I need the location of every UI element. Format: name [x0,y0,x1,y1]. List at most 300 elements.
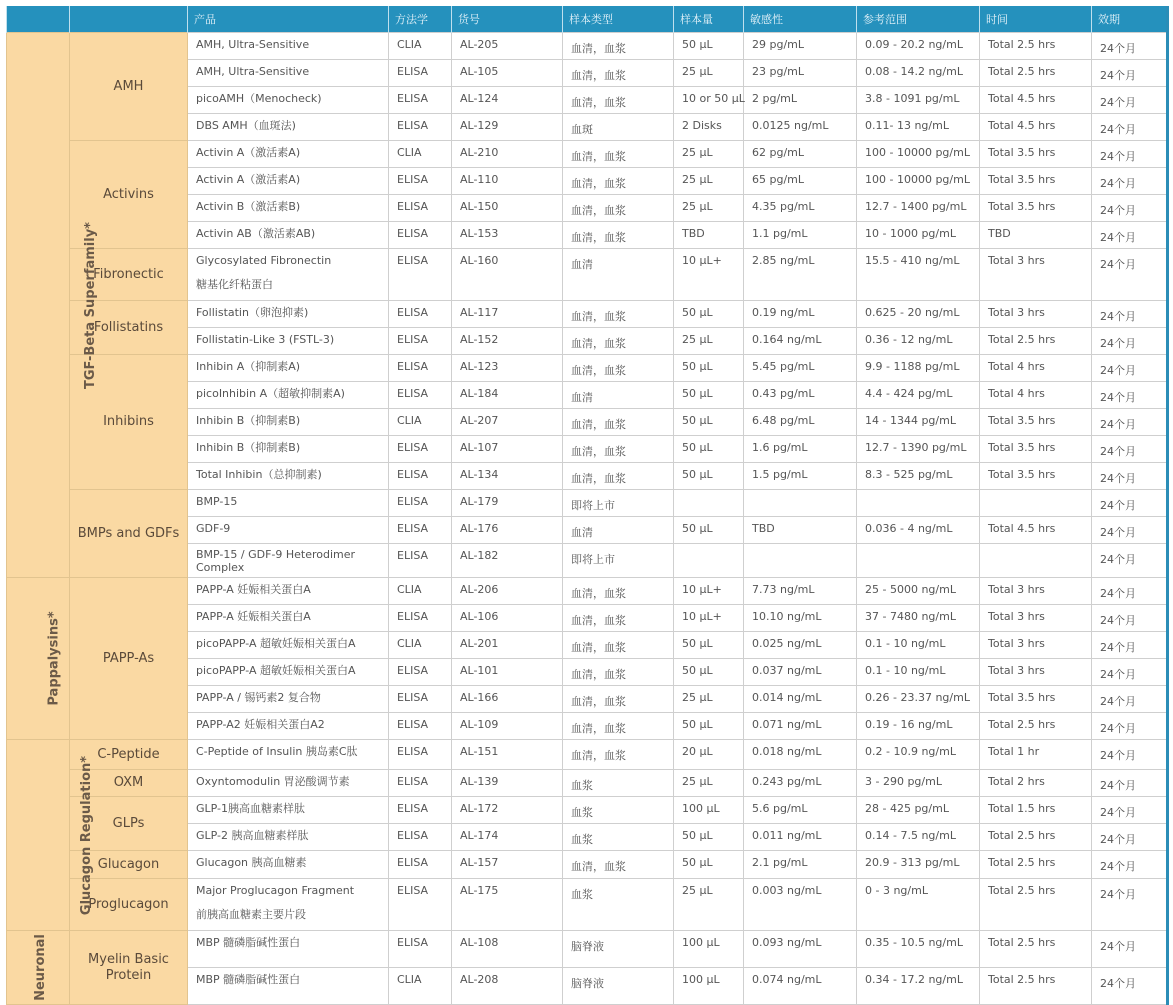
assay-time-cell: Total 4.5 hrs [980,87,1092,114]
product-cell: Activin AB（激活素AB) [188,222,389,249]
header-sample-type: 样本类型 [563,6,674,33]
catalog-number-cell: AL-172 [452,797,563,824]
subcategory-cell: GLPs [70,797,188,851]
method-cell: CLIA [389,33,452,60]
reference-range-cell: 0.1 - 10 ng/mL [857,632,980,659]
sensitivity-cell: 0.074 ng/mL [744,968,857,1005]
product-cell: picoPAPP-A 超敏妊娠相关蛋白A [188,632,389,659]
product-cell: Follistatin（卵泡抑素) [188,301,389,328]
sample-type-cell: 血清，血浆 [563,141,674,168]
sample-volume-cell: 25 µL [674,879,744,931]
method-cell: CLIA [389,632,452,659]
assay-time-cell: Total 2.5 hrs [980,33,1092,60]
reference-range-cell: 0.35 - 10.5 ng/mL [857,931,980,968]
subcategory-cell: Glucagon [70,851,188,879]
subcategory-cell: Activins [70,141,188,249]
method-cell: ELISA [389,249,452,301]
sensitivity-cell: 5.45 pg/mL [744,355,857,382]
method-cell: ELISA [389,517,452,544]
header-time: 时间 [980,6,1092,33]
sample-type-cell: 血浆 [563,770,674,797]
sample-type-cell: 血清，血浆 [563,605,674,632]
sample-volume-cell: 2 Disks [674,114,744,141]
product-cell: GLP-2 胰高血糖素样肽 [188,824,389,851]
sample-volume-cell: 25 µL [674,770,744,797]
expiry-cell: 24个月 [1092,490,1168,517]
sensitivity-cell: 2.85 ng/mL [744,249,857,301]
method-cell: ELISA [389,740,452,770]
reference-range-cell: 0.09 - 20.2 ng/mL [857,33,980,60]
sample-volume-cell: 25 µL [674,141,744,168]
header-expiry: 效期 [1092,6,1168,33]
sample-volume-cell: 50 µL [674,436,744,463]
sample-volume-cell [674,490,744,517]
sensitivity-cell: 62 pg/mL [744,141,857,168]
assay-time-cell: Total 4 hrs [980,355,1092,382]
catalog-number-cell: AL-129 [452,114,563,141]
sensitivity-cell: 5.6 pg/mL [744,797,857,824]
method-cell: ELISA [389,605,452,632]
expiry-cell: 24个月 [1092,968,1168,1005]
catalog-number-cell: AL-184 [452,382,563,409]
sensitivity-cell: TBD [744,517,857,544]
product-cell: AMH, Ultra-Sensitive [188,60,389,87]
table-row [7,879,1168,931]
method-cell: ELISA [389,659,452,686]
reference-range-cell: 10 - 1000 pg/mL [857,222,980,249]
product-cell: picoPAPP-A 超敏妊娠相关蛋白A [188,659,389,686]
sample-volume-cell: 10 or 50 µL [674,87,744,114]
product-cell: PAPP-A 妊娠相关蛋白A [188,578,389,605]
expiry-cell: 24个月 [1092,713,1168,740]
expiry-cell: 24个月 [1092,770,1168,797]
subcategory-cell: PAPP-As [70,578,188,740]
method-cell: ELISA [389,87,452,114]
reference-range-cell: 3 - 290 pg/mL [857,770,980,797]
table-row [7,797,1168,824]
sample-type-cell: 血清，血浆 [563,686,674,713]
sensitivity-cell: 65 pg/mL [744,168,857,195]
subcategory-cell: Fibronectic [70,249,188,301]
method-cell: CLIA [389,409,452,436]
sample-type-cell: 即将上市 [563,544,674,578]
assay-time-cell: Total 3.5 hrs [980,409,1092,436]
method-cell: ELISA [389,713,452,740]
table-row [7,249,1168,301]
header-catalog: 货号 [452,6,563,33]
assay-time-cell: Total 3 hrs [980,301,1092,328]
sensitivity-cell: 0.011 ng/mL [744,824,857,851]
reference-range-cell: 37 - 7480 ng/mL [857,605,980,632]
sensitivity-cell: 0.025 ng/mL [744,632,857,659]
catalog-number-cell: AL-182 [452,544,563,578]
assay-time-cell: Total 3.5 hrs [980,463,1092,490]
expiry-cell: 24个月 [1092,249,1168,301]
sample-volume-cell: 50 µL [674,33,744,60]
header-group [7,6,70,33]
expiry-cell: 24个月 [1092,632,1168,659]
sensitivity-cell: 0.0125 ng/mL [744,114,857,141]
product-table [6,6,1169,1005]
expiry-cell: 24个月 [1092,740,1168,770]
assay-time-cell: Total 3 hrs [980,249,1092,301]
assay-time-cell: Total 2.5 hrs [980,851,1092,879]
product-name: Major Proglucagon Fragment [196,884,355,897]
expiry-cell: 24个月 [1092,328,1168,355]
sample-type-cell: 血清，血浆 [563,355,674,382]
reference-range-cell [857,490,980,517]
sample-type-cell: 血清，血浆 [563,87,674,114]
assay-time-cell: Total 4 hrs [980,382,1092,409]
catalog-number-cell: AL-106 [452,605,563,632]
catalog-number-cell: AL-206 [452,578,563,605]
assay-time-cell: Total 3.5 hrs [980,436,1092,463]
expiry-cell: 24个月 [1092,60,1168,87]
method-cell: ELISA [389,328,452,355]
reference-range-cell: 12.7 - 1400 pg/mL [857,195,980,222]
assay-time-cell: Total 2.5 hrs [980,931,1092,968]
method-cell: ELISA [389,436,452,463]
sample-type-cell: 血清，血浆 [563,168,674,195]
expiry-cell: 24个月 [1092,409,1168,436]
category-cell [7,578,70,740]
catalog-number-cell: AL-151 [452,740,563,770]
product-cell: PAPP-A2 妊娠相关蛋白A2 [188,713,389,740]
assay-time-cell: Total 2.5 hrs [980,879,1092,931]
method-cell: ELISA [389,355,452,382]
product-cell [188,879,389,931]
sensitivity-cell: 0.43 pg/mL [744,382,857,409]
product-cell: Glucagon 胰高血糖素 [188,851,389,879]
product-cell: AMH, Ultra-Sensitive [188,33,389,60]
product-cell: Follistatin-Like 3 (FSTL-3) [188,328,389,355]
header-sensitivity: 敏感性 [744,6,857,33]
subcategory-cell: AMH [70,33,188,141]
assay-time-cell: Total 4.5 hrs [980,114,1092,141]
catalog-number-cell: AL-153 [452,222,563,249]
sample-volume-cell: 50 µL [674,659,744,686]
product-cell: picoInhibin A（超敏抑制素A) [188,382,389,409]
sample-volume-cell: 50 µL [674,517,744,544]
table-row [7,355,1168,382]
sample-type-cell: 血清 [563,382,674,409]
method-cell: CLIA [389,141,452,168]
sensitivity-cell: 2 pg/mL [744,87,857,114]
subcategory-cell: C-Peptide [70,740,188,770]
assay-time-cell: Total 4.5 hrs [980,517,1092,544]
expiry-cell: 24个月 [1092,463,1168,490]
expiry-cell: 24个月 [1092,141,1168,168]
sample-volume-cell: 25 µL [674,195,744,222]
header-range: 参考范围 [857,6,980,33]
product-cell: Total Inhibin（总抑制素) [188,463,389,490]
reference-range-cell: 9.9 - 1188 pg/mL [857,355,980,382]
assay-time-cell: Total 2.5 hrs [980,60,1092,87]
catalog-number-cell: AL-109 [452,713,563,740]
sensitivity-cell: 2.1 pg/mL [744,851,857,879]
product-cell: DBS AMH（血斑法) [188,114,389,141]
table-row [7,851,1168,879]
catalog-number-cell: AL-166 [452,686,563,713]
subcategory-cell: Follistatins [70,301,188,355]
expiry-cell: 24个月 [1092,931,1168,968]
method-cell: ELISA [389,931,452,968]
assay-time-cell: Total 2.5 hrs [980,824,1092,851]
sample-volume-cell: 50 µL [674,463,744,490]
sample-type-cell: 脑脊液 [563,968,674,1005]
reference-range-cell: 0.19 - 16 ng/mL [857,713,980,740]
header-row [7,6,1168,33]
expiry-cell: 24个月 [1092,824,1168,851]
catalog-number-cell: AL-101 [452,659,563,686]
table-row [7,931,1168,968]
subcategory-cell: Myelin Basic Protein [70,931,188,1005]
sample-type-cell: 脑脊液 [563,931,674,968]
sensitivity-cell: 29 pg/mL [744,33,857,60]
method-cell: CLIA [389,968,452,1005]
product-cell: MBP 髓磷脂碱性蛋白 [188,968,389,1005]
header-method: 方法学 [389,6,452,33]
sample-type-cell: 血浆 [563,824,674,851]
category-cell [7,33,98,578]
product-cell: BMP-15 [188,490,389,517]
reference-range-cell: 25 - 5000 ng/mL [857,578,980,605]
assay-time-cell [980,490,1092,517]
sample-volume-cell: 10 µL+ [674,249,744,301]
reference-range-cell: 8.3 - 525 pg/mL [857,463,980,490]
catalog-number-cell: AL-117 [452,301,563,328]
sample-volume-cell: 25 µL [674,328,744,355]
table-row [7,33,1168,60]
expiry-cell: 24个月 [1092,195,1168,222]
sample-volume-cell: 50 µL [674,824,744,851]
expiry-cell: 24个月 [1092,578,1168,605]
catalog-number-cell: AL-207 [452,409,563,436]
sample-type-cell: 血清，血浆 [563,851,674,879]
category-label: Glucagon Regulation* [79,755,95,915]
reference-range-cell: 0.34 - 17.2 ng/mL [857,968,980,1005]
assay-time-cell: Total 3.5 hrs [980,686,1092,713]
expiry-cell: 24个月 [1092,168,1168,195]
expiry-cell: 24个月 [1092,301,1168,328]
sample-volume-cell: 100 µL [674,968,744,1005]
sample-volume-cell: 100 µL [674,797,744,824]
method-cell: ELISA [389,824,452,851]
subcategory-cell: Proglucagon [70,879,188,931]
sample-volume-cell: 50 µL [674,382,744,409]
catalog-number-cell: AL-208 [452,968,563,1005]
sample-type-cell: 血清，血浆 [563,436,674,463]
sample-type-cell: 血清，血浆 [563,578,674,605]
sample-volume-cell: 50 µL [674,713,744,740]
reference-range-cell: 4.4 - 424 pg/mL [857,382,980,409]
sample-type-cell: 即将上市 [563,490,674,517]
table-row [7,490,1168,517]
reference-range-cell: 0.1 - 10 ng/mL [857,659,980,686]
assay-time-cell: Total 1.5 hrs [980,797,1092,824]
sample-type-cell: 血清，血浆 [563,463,674,490]
expiry-cell: 24个月 [1092,382,1168,409]
method-cell: ELISA [389,222,452,249]
table-row [7,770,1168,797]
sample-volume-cell: 10 µL+ [674,605,744,632]
product-cell [188,249,389,301]
assay-time-cell: Total 3 hrs [980,659,1092,686]
table-row [7,141,1168,168]
catalog-number-cell: AL-124 [452,87,563,114]
sample-volume-cell: 50 µL [674,355,744,382]
sample-volume-cell: TBD [674,222,744,249]
sensitivity-cell [744,544,857,578]
subcategory-cell: Inhibins [70,355,188,490]
sample-type-cell: 血清，血浆 [563,713,674,740]
catalog-number-cell: AL-157 [452,851,563,879]
sensitivity-cell: 0.014 ng/mL [744,686,857,713]
catalog-number-cell: AL-150 [452,195,563,222]
assay-time-cell: TBD [980,222,1092,249]
product-cell: Oxyntomodulin 胃泌酸调节素 [188,770,389,797]
sample-volume-cell: 25 µL [674,686,744,713]
catalog-number-cell: AL-160 [452,249,563,301]
sensitivity-cell [744,490,857,517]
method-cell: ELISA [389,114,452,141]
sample-type-cell: 血浆 [563,797,674,824]
product-cell: PAPP-A / 锡钙素2 复合物 [188,686,389,713]
expiry-cell: 24个月 [1092,87,1168,114]
sample-type-cell: 血清，血浆 [563,301,674,328]
reference-range-cell: 0.14 - 7.5 ng/mL [857,824,980,851]
sample-volume-cell: 25 µL [674,168,744,195]
sample-type-cell: 血清，血浆 [563,222,674,249]
sample-type-cell: 血清，血浆 [563,33,674,60]
subcategory-cell: OXM [70,770,188,797]
expiry-cell: 24个月 [1092,879,1168,931]
method-cell: ELISA [389,301,452,328]
header-sample-volume: 样本量 [674,6,744,33]
product-cell: Activin A（激活素A) [188,168,389,195]
assay-time-cell: Total 3 hrs [980,632,1092,659]
catalog-number-cell: AL-205 [452,33,563,60]
reference-range-cell: 100 - 10000 pg/mL [857,141,980,168]
expiry-cell: 24个月 [1092,355,1168,382]
expiry-cell: 24个月 [1092,686,1168,713]
sensitivity-cell: 0.164 ng/mL [744,328,857,355]
sample-volume-cell [674,544,744,578]
reference-range-cell: 0.036 - 4 ng/mL [857,517,980,544]
sample-type-cell: 血清，血浆 [563,740,674,770]
reference-range-cell: 14 - 1344 pg/mL [857,409,980,436]
reference-range-cell: 0.26 - 23.37 ng/mL [857,686,980,713]
catalog-number-cell: AL-179 [452,490,563,517]
product-cell: GLP-1胰高血糖素样肽 [188,797,389,824]
expiry-cell: 24个月 [1092,222,1168,249]
assay-time-cell: Total 3.5 hrs [980,168,1092,195]
sample-volume-cell: 25 µL [674,60,744,87]
catalog-number-cell: AL-210 [452,141,563,168]
reference-range-cell: 12.7 - 1390 pg/mL [857,436,980,463]
product-cell: BMP-15 / GDF-9 Heterodimer Complex [188,544,389,578]
sample-type-cell: 血清，血浆 [563,60,674,87]
sample-volume-cell: 20 µL [674,740,744,770]
catalog-number-cell: AL-152 [452,328,563,355]
product-cell: Activin B（激活素B) [188,195,389,222]
expiry-cell: 24个月 [1092,851,1168,879]
sensitivity-cell: 0.19 ng/mL [744,301,857,328]
reference-range-cell: 0.11- 13 ng/mL [857,114,980,141]
catalog-number-cell: AL-201 [452,632,563,659]
sample-type-cell: 血清，血浆 [563,328,674,355]
sensitivity-cell: 6.48 pg/mL [744,409,857,436]
sample-volume-cell: 50 µL [674,851,744,879]
expiry-cell: 24个月 [1092,659,1168,686]
assay-time-cell: Total 2.5 hrs [980,328,1092,355]
method-cell: ELISA [389,879,452,931]
sample-type-cell: 血清 [563,517,674,544]
sensitivity-cell: 1.5 pg/mL [744,463,857,490]
product-cell: C-Peptide of Insulin 胰岛素C肽 [188,740,389,770]
assay-time-cell: Total 3.5 hrs [980,141,1092,168]
expiry-cell: 24个月 [1092,436,1168,463]
reference-range-cell: 15.5 - 410 ng/mL [857,249,980,301]
sample-volume-cell: 50 µL [674,301,744,328]
method-cell: ELISA [389,60,452,87]
product-cell: Inhibin B（抑制素B) [188,436,389,463]
method-cell: ELISA [389,686,452,713]
method-cell: ELISA [389,382,452,409]
sensitivity-cell: 0.071 ng/mL [744,713,857,740]
assay-time-cell: Total 3.5 hrs [980,195,1092,222]
product-cell: MBP 髓磷脂碱性蛋白 [188,931,389,968]
reference-range-cell: 0.2 - 10.9 ng/mL [857,740,980,770]
sensitivity-cell: 1.1 pg/mL [744,222,857,249]
sample-volume-cell: 50 µL [674,632,744,659]
sensitivity-cell: 1.6 pg/mL [744,436,857,463]
product-cell: GDF-9 [188,517,389,544]
subcategory-cell: BMPs and GDFs [70,490,188,578]
reference-range-cell: 20.9 - 313 pg/mL [857,851,980,879]
sample-type-cell: 血清，血浆 [563,632,674,659]
sensitivity-cell: 0.243 pg/mL [744,770,857,797]
category-cell [7,931,70,1005]
sample-volume-cell: 10 µL+ [674,578,744,605]
sensitivity-cell: 23 pg/mL [744,60,857,87]
sample-type-cell: 血斑 [563,114,674,141]
expiry-cell: 24个月 [1092,517,1168,544]
product-cell: Inhibin B（抑制素B) [188,409,389,436]
catalog-number-cell: AL-175 [452,879,563,931]
reference-range-cell: 3.8 - 1091 pg/mL [857,87,980,114]
sample-type-cell: 血清，血浆 [563,659,674,686]
expiry-cell: 24个月 [1092,797,1168,824]
catalog-number-cell: AL-110 [452,168,563,195]
assay-time-cell: Total 2 hrs [980,770,1092,797]
method-cell: CLIA [389,578,452,605]
expiry-cell: 24个月 [1092,544,1168,578]
sensitivity-cell: 7.73 ng/mL [744,578,857,605]
reference-range-cell: 100 - 10000 pg/mL [857,168,980,195]
reference-range-cell: 0.625 - 20 ng/mL [857,301,980,328]
reference-range-cell: 0.36 - 12 ng/mL [857,328,980,355]
product-cell: PAPP-A 妊娠相关蛋白A [188,605,389,632]
sample-type-cell: 血清 [563,249,674,301]
method-cell: ELISA [389,544,452,578]
category-label: TGF-Beta Superfamily* [82,221,98,389]
product-cell: Activin A（激活素A) [188,141,389,168]
method-cell: ELISA [389,463,452,490]
sensitivity-cell: 0.018 ng/mL [744,740,857,770]
method-cell: ELISA [389,851,452,879]
category-label: Neuronal [32,934,48,1001]
